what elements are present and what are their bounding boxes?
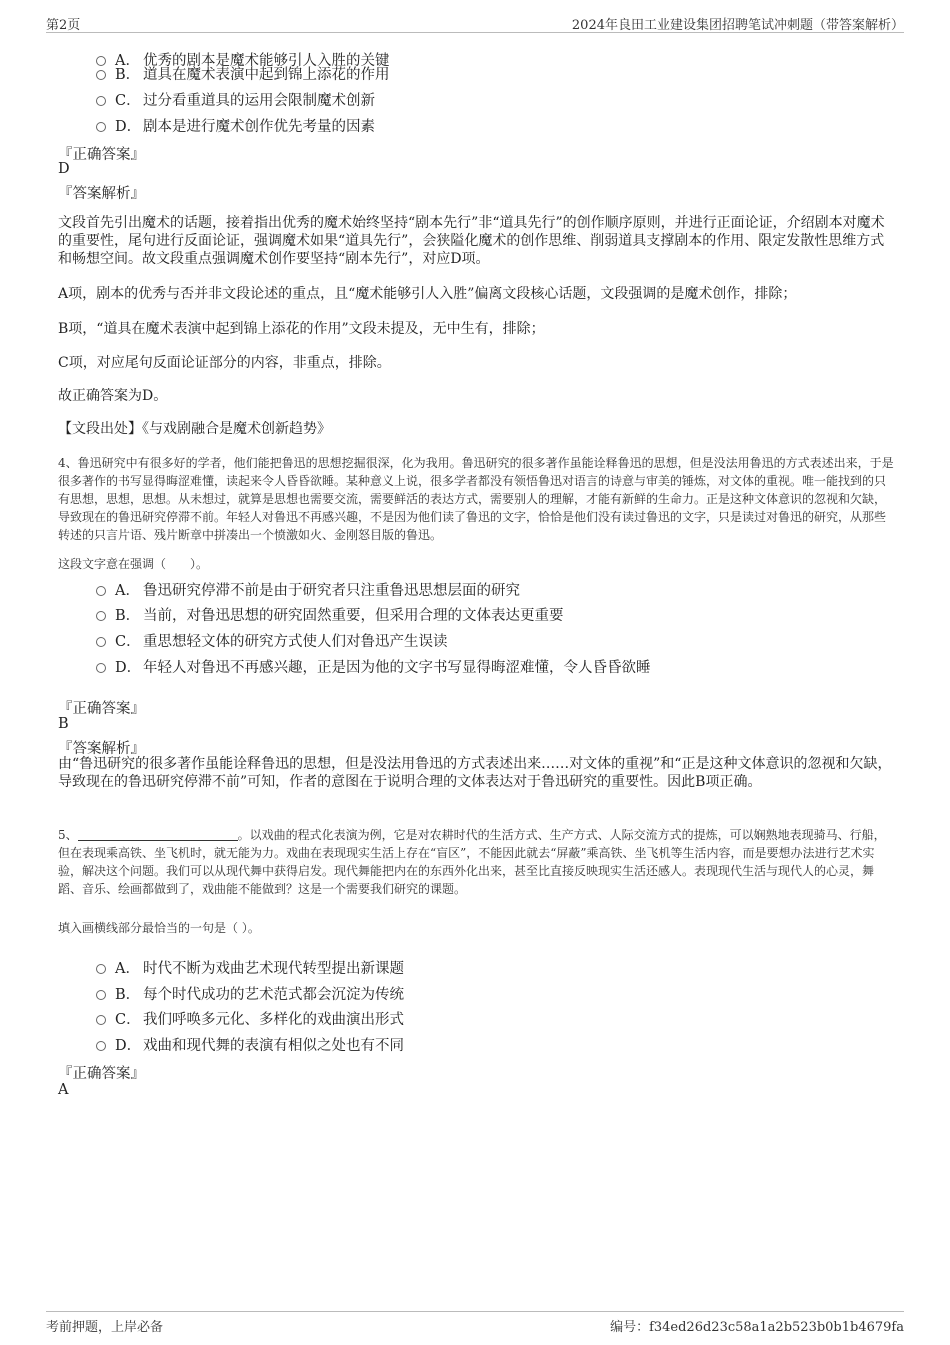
q4-option-b[interactable]: B． 当前，对鲁迅思想的研究固然重要，但采用合理的文体表达更重要 [96, 604, 564, 625]
q3-answer: D [58, 161, 70, 177]
q5-blank [78, 828, 238, 841]
radio-icon[interactable] [96, 663, 106, 673]
q4-answer-label: 『正确答案』 [58, 701, 145, 717]
radio-icon[interactable] [96, 122, 106, 132]
q5-number: 5、 [58, 828, 78, 842]
q4-prompt: 这段文字意在强调（ ）。 [58, 557, 209, 571]
radio-icon[interactable] [96, 964, 106, 974]
q4-option-a[interactable]: A． 鲁迅研究停滞不前是由于研究者只注重鲁迅思想层面的研究 [96, 579, 520, 600]
q3-analysis-main: 文段首先引出魔术的话题，接着指出优秀的魔术始终坚持“剧本先行”非“道具先行”的创作顺序原则，并进行正面论证，介绍剧本对魔术的重要性，尾句进行反面论证，强调魔术如果“道具先行”，会狭隘化魔术的创作思维、削弱道具支撑剧本的作用、限定发散性思维方式和畅想空间。故文段重点强调魔术创作要坚持“剧本先行”，对应D项。 [58, 215, 885, 267]
q5-option-a[interactable]: A． 时代不断为戏曲艺术现代转型提出新课题 [96, 957, 404, 978]
document-title: 2024年良田工业建设集团招聘笔试冲刺题（带答案解析） [571, 18, 904, 33]
q3-analysis-label: 『答案解析』 [58, 186, 145, 202]
page-header [46, 14, 904, 33]
q5-option-c[interactable]: C． 我们呼唤多元化、多样化的戏曲演出形式 [96, 1008, 404, 1029]
footer-slogan: 考前押题，上岸必备 [46, 1320, 164, 1335]
q4-analysis: 由“鲁迅研究的很多著作虽能诠释鲁迅的思想，但是没法用鲁迅的方式表述出来……对文体的重视”和“正是这种文体意识的忽视和欠缺，导致现在的鲁迅研究停滞不前”可知，作者的意图在于说明合理的文体表达对于鲁迅研究的重要性。因此B项正确。 [58, 756, 892, 790]
q5-stem-text: 。以戏曲的程式化表演为例，它是对农耕时代的生活方式、生产方式、人际交流方式的提炼，可以娴熟地表现骑马、行船，但在表现乘高铁、坐飞机时，就无能为力。戏曲在表现现实生活上存在“盲区”，不能因此就去“屏蔽”乘高铁、坐飞机等生活内容，而是要想办法进行艺术实验，解决这个问题。我们可以从现代舞中获得启发。现代舞能把内在的东西外化出来，甚至比直接反映现实生活还感人。表现现代生活与现代人的心灵，舞蹈、音乐、绘画都做到了，戏曲能不能做到？这是一个需要我们研究的课题。 [58, 828, 886, 896]
q4-answer: B [58, 716, 69, 732]
q3-analysis-a: A项，剧本的优秀与否并非文段论述的重点，且“魔术能够引人入胜”偏离文段核心话题，文段强调的是魔术创作，排除； [58, 286, 797, 302]
q5-answer-label: 『正确答案』 [58, 1066, 145, 1082]
q3-answer-label: 『正确答案』 [58, 147, 145, 163]
q3-option-a[interactable]: A． 优秀的剧本是魔术能够引人入胜的关键 [96, 49, 390, 70]
q5-option-d[interactable]: D． 戏曲和现代舞的表演有相似之处也有不同 [96, 1034, 404, 1055]
q3-analysis-c: C项，对应尾句反面论证部分的内容，非重点，排除。 [58, 355, 391, 371]
radio-icon[interactable] [96, 96, 106, 106]
q3-source: 【文段出处】《与戏剧融合是魔术创新趋势》 [58, 421, 331, 437]
radio-icon[interactable] [96, 611, 106, 621]
q3-analysis-conclusion: 故正确答案为D。 [58, 388, 168, 404]
radio-icon[interactable] [96, 1041, 106, 1051]
q3-option-c[interactable]: C． 过分看重道具的运用会限制魔术创新 [96, 89, 375, 110]
q3-option-d[interactable]: D． 剧本是进行魔术创作优先考量的因素 [96, 115, 375, 136]
document-id: 编号：f34ed26d23c58a1a2b523b0b1b4679fa [610, 1320, 904, 1335]
q5-prompt: 填入画横线部分最恰当的一句是（ ）。 [58, 921, 260, 935]
radio-icon[interactable] [96, 586, 106, 596]
radio-icon[interactable] [96, 1015, 106, 1025]
q4-option-d[interactable]: D． 年轻人对鲁迅不再感兴趣，正是因为他的文字书写显得晦涩难懂，令人昏昏欲睡 [96, 656, 651, 677]
page-footer [46, 1311, 904, 1334]
q3-option-b[interactable]: B． 道具在魔术表演中起到锦上添花的作用 [96, 63, 390, 84]
page-number: 第2页 [46, 18, 81, 33]
q3-analysis-b: B项，“道具在魔术表演中起到锦上添花的作用”文段未提及，无中生有，排除； [58, 321, 545, 337]
radio-icon[interactable] [96, 990, 106, 1000]
q4-stem: 4、鲁迅研究中有很多好的学者，他们能把鲁迅的思想挖掘很深，化为我用。鲁迅研究的很多著作虽能诠释鲁迅的思想，但是没法用鲁迅的方式表述出来，于是很多著作的书写显得晦涩难懂，读起来令人昏昏欲睡。某种意义上说，很多学者都没有领悟鲁迅对语言的诗意与审美的锤炼，对文体的重视。唯一能找到的只有思想，思想，思想。从未想过，就算是思想也需要交流，需要鲜活的表达方式，需要别人的理解，才能有新鲜的生命力。正是这种文体意识的忽视和欠缺，导致现在的鲁迅研究停滞不前。年轻人对鲁迅不再感兴趣，不是因为他们读了鲁迅的文字，恰恰是他们没有读过鲁迅的文字，只是读过对鲁迅的研究，从那些转述的只言片语、残片断章中拼凑出一个愤激如火、金刚怒目版的鲁迅。 [58, 456, 894, 542]
q5-answer: A [58, 1082, 69, 1098]
q4-option-c[interactable]: C． 重思想轻文体的研究方式使人们对鲁迅产生误读 [96, 630, 448, 651]
q5-option-b[interactable]: B． 每个时代成功的艺术范式都会沉淀为传统 [96, 983, 404, 1004]
q4-analysis-label: 『答案解析』 [58, 741, 145, 757]
q5-stem [58, 826, 894, 898]
radio-icon[interactable] [96, 637, 106, 647]
radio-icon[interactable] [96, 70, 106, 80]
